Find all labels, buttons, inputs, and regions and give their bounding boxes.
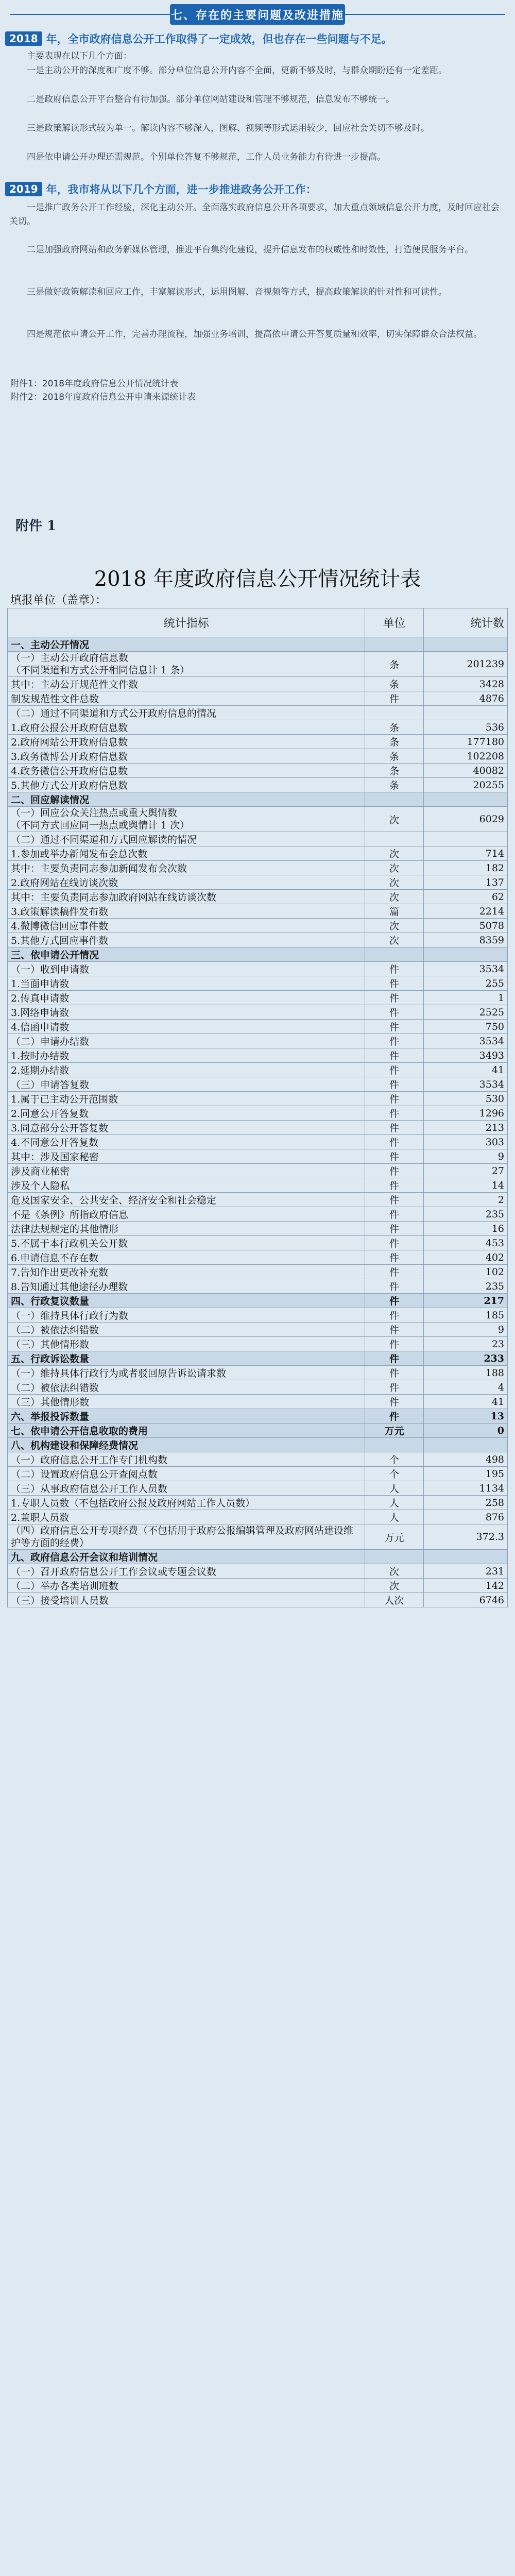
unit-cell <box>365 1550 423 1564</box>
value-cell: 102208 <box>423 749 507 764</box>
unit-cell: 件 <box>365 1193 423 1207</box>
paragraph: 二是政府信息公开平台整合有待加强。部分单位网站建设和管理不够规范，信息发布不够统一。 <box>27 94 394 105</box>
indicator-cell: 三、依申请公开情况 <box>8 947 365 962</box>
table-row <box>8 1366 508 1380</box>
statistics-table-body <box>8 637 508 1607</box>
unit-cell: 件 <box>365 1222 423 1236</box>
indicator-cell: （一）维持具体行政行为或者驳回原告诉讼请求数 <box>8 1366 365 1380</box>
table-row <box>8 904 508 919</box>
value-cell <box>423 792 507 807</box>
unit-cell: 件 <box>365 1395 423 1409</box>
value-cell: 4 <box>423 1380 507 1395</box>
unit-cell: 件 <box>365 1077 423 1092</box>
table-row <box>8 1550 508 1564</box>
value-cell: 182 <box>423 861 507 875</box>
unit-cell: 件 <box>365 1149 423 1164</box>
unit-cell: 次 <box>365 919 423 933</box>
value-cell <box>423 1550 507 1564</box>
table-header-row <box>8 608 508 637</box>
unit-cell: 条 <box>365 778 423 792</box>
indicator-cell: （三）从事政府信息公开工作人员数 <box>8 1481 365 1496</box>
unit-cell: 件 <box>365 1265 423 1279</box>
value-cell: 3493 <box>423 1048 507 1063</box>
heading-text: 年，我市将从以下几个方面，进一步推进政务公开工作： <box>46 183 317 196</box>
value-cell: 372.3 <box>423 1524 507 1550</box>
indicator-cell: 不是《条例》所指政府信息 <box>8 1207 365 1222</box>
indicator-cell: 1.政府公报公开政府信息数 <box>8 720 365 735</box>
unit-cell: 件 <box>365 1178 423 1193</box>
table-row <box>8 1294 508 1308</box>
table-row <box>8 1034 508 1048</box>
table-row <box>8 1164 508 1178</box>
value-cell: 40082 <box>423 764 507 778</box>
table-row <box>8 1121 508 1135</box>
value-cell: 750 <box>423 1020 507 1034</box>
table-row <box>8 832 508 846</box>
value-cell: 188 <box>423 1366 507 1380</box>
table-row <box>8 861 508 875</box>
table-row <box>8 1106 508 1121</box>
value-cell: 27 <box>423 1164 507 1178</box>
section-2018-heading <box>5 31 392 46</box>
year-badge: 2018 <box>5 31 42 46</box>
value-cell: 255 <box>423 976 507 991</box>
unit-cell: 个 <box>365 1452 423 1467</box>
table-row <box>8 1409 508 1423</box>
unit-cell: 件 <box>365 1323 423 1337</box>
unit-cell <box>365 792 423 807</box>
value-cell <box>423 832 507 846</box>
value-cell: 1134 <box>423 1481 507 1496</box>
indicator-cell: （二）设置政府信息公开查阅点数 <box>8 1467 365 1481</box>
section-2019-heading <box>5 181 317 197</box>
unit-cell: 件 <box>365 1135 423 1149</box>
indicator-cell: 四、行政复议数量 <box>8 1294 365 1308</box>
table-row <box>8 1467 508 1481</box>
indicator-cell: 5.其他方式回应事件数 <box>8 933 365 947</box>
unit-cell: 人 <box>365 1481 423 1496</box>
value-cell: 9 <box>423 1323 507 1337</box>
unit-cell: 件 <box>365 1409 423 1423</box>
table-row <box>8 1323 508 1337</box>
indicator-cell: 2.同意公开答复数 <box>8 1106 365 1121</box>
value-cell: 233 <box>423 1351 507 1366</box>
value-cell: 6029 <box>423 807 507 832</box>
unit-cell: 件 <box>365 1351 423 1366</box>
value-cell: 16 <box>423 1222 507 1236</box>
table-row <box>8 976 508 991</box>
table-row <box>8 947 508 962</box>
value-cell: 303 <box>423 1135 507 1149</box>
table-row <box>8 1496 508 1510</box>
value-cell: 6746 <box>423 1593 507 1607</box>
unit-cell: 个 <box>365 1467 423 1481</box>
value-cell: 876 <box>423 1510 507 1524</box>
indicator-cell: 涉及商业秘密 <box>8 1164 365 1178</box>
value-cell: 453 <box>423 1236 507 1250</box>
indicator-cell: 涉及个人隐私 <box>8 1178 365 1193</box>
table-row <box>8 962 508 976</box>
table-row <box>8 1236 508 1250</box>
unit-cell: 件 <box>365 1380 423 1395</box>
value-cell: 530 <box>423 1092 507 1106</box>
value-cell <box>423 706 507 720</box>
unit-cell: 件 <box>365 991 423 1005</box>
indicator-cell: 其中：主要负责同志参加政府网站在线访谈次数 <box>8 890 365 904</box>
value-cell: 177180 <box>423 735 507 749</box>
unit-cell: 件 <box>365 1121 423 1135</box>
table-row <box>8 1005 508 1020</box>
value-cell <box>423 947 507 962</box>
table-row <box>8 1063 508 1077</box>
value-cell: 2 <box>423 1193 507 1207</box>
unit-cell: 人 <box>365 1496 423 1510</box>
table-row <box>8 1593 508 1607</box>
value-cell: 41 <box>423 1063 507 1077</box>
indicator-cell: （二）通过不同渠道和方式公开政府信息的情况 <box>8 706 365 720</box>
value-cell: 142 <box>423 1579 507 1593</box>
value-cell: 235 <box>423 1279 507 1294</box>
table-row <box>8 1149 508 1164</box>
value-cell: 137 <box>423 875 507 890</box>
value-cell: 8359 <box>423 933 507 947</box>
table-row <box>8 1524 508 1550</box>
table-row <box>8 1250 508 1265</box>
indicator-cell: 8.告知通过其他途径办理数 <box>8 1279 365 1294</box>
unit-cell: 件 <box>365 1034 423 1048</box>
unit-cell: 条 <box>365 677 423 691</box>
value-cell: 41 <box>423 1395 507 1409</box>
unit-cell: 件 <box>365 976 423 991</box>
indicator-cell: 八、机构建设和保障经费情况 <box>8 1438 365 1452</box>
table-row <box>8 991 508 1005</box>
indicator-cell: 3.同意部分公开答复数 <box>8 1121 365 1135</box>
unit-cell <box>365 706 423 720</box>
value-cell: 402 <box>423 1250 507 1265</box>
attachment-note: 附件2：2018年度政府信息公开申请来源统计表 <box>10 392 196 402</box>
table-row <box>8 1337 508 1351</box>
indicator-cell: 2.政府网站在线访谈次数 <box>8 875 365 890</box>
table-row <box>8 919 508 933</box>
table-row <box>8 1308 508 1323</box>
paragraph: 一是推广政务公开工作经验，深化主动公开。全面落实政府信息公开各项要求，加大重点领域信息公开力度，及时回应社会关切。 <box>9 202 500 227</box>
paragraph: 四是依申请公开办理还需规范。个别单位答复不够规范，工作人员业务能力有待进一步提高。 <box>27 152 386 162</box>
column-header: 单位 <box>365 608 423 637</box>
unit-cell: 件 <box>365 1207 423 1222</box>
unit-cell: 件 <box>365 1236 423 1250</box>
indicator-cell: 2.政府网站公开政府信息数 <box>8 735 365 749</box>
column-header: 统计指标 <box>8 608 365 637</box>
attachment-note: 附件1：2018年度政府信息公开情况统计表 <box>10 379 179 389</box>
indicator-cell: 1.按时办结数 <box>8 1048 365 1063</box>
indicator-cell: 一、主动公开情况 <box>8 637 365 652</box>
indicator-cell: （一）政府信息公开工作专门机构数 <box>8 1452 365 1467</box>
indicator-cell: 危及国家安全、公共安全、经济安全和社会稳定 <box>8 1193 365 1207</box>
value-cell: 1296 <box>423 1106 507 1121</box>
indicator-cell: 5.其他方式公开政府信息数 <box>8 778 365 792</box>
unit-cell: 次 <box>365 807 423 832</box>
table-row <box>8 1020 508 1034</box>
indicator-cell: （一）主动公开政府信息数 （不同渠道和方式公开相同信息计 1 条） <box>8 652 365 677</box>
table-row <box>8 1452 508 1467</box>
value-cell: 3534 <box>423 962 507 976</box>
value-cell: 258 <box>423 1496 507 1510</box>
year-badge: 2019 <box>5 182 42 196</box>
table-row <box>8 691 508 706</box>
value-cell: 2214 <box>423 904 507 919</box>
indicator-cell: 6.申请信息不存在数 <box>8 1250 365 1265</box>
table-row <box>8 1077 508 1092</box>
unit-cell: 件 <box>365 1164 423 1178</box>
indicator-cell: 3.政策解读稿件发布数 <box>8 904 365 919</box>
value-cell: 3534 <box>423 1077 507 1092</box>
table-row <box>8 1481 508 1496</box>
value-cell: 185 <box>423 1308 507 1323</box>
column-header: 统计数 <box>423 608 507 637</box>
indicator-cell: 4.微博微信回应事件数 <box>8 919 365 933</box>
unit-cell: 件 <box>365 1366 423 1380</box>
table-row <box>8 764 508 778</box>
value-cell: 14 <box>423 1178 507 1193</box>
value-cell: 9 <box>423 1149 507 1164</box>
indicator-cell: 七、依申请公开信息收取的费用 <box>8 1423 365 1438</box>
unit-cell: 人次 <box>365 1593 423 1607</box>
table-row <box>8 637 508 652</box>
table-1-unit-label: 填报单位（盖章）： <box>10 594 107 607</box>
indicator-cell: （二）被依法纠错数 <box>8 1380 365 1395</box>
unit-cell: 条 <box>365 764 423 778</box>
unit-cell: 万元 <box>365 1524 423 1550</box>
unit-cell: 次 <box>365 861 423 875</box>
table-row <box>8 1579 508 1593</box>
table-row <box>8 735 508 749</box>
value-cell: 0 <box>423 1423 507 1438</box>
value-cell: 3534 <box>423 1034 507 1048</box>
table-row <box>8 720 508 735</box>
table-row <box>8 807 508 832</box>
indicator-cell: 1.属于已主动公开范围数 <box>8 1092 365 1106</box>
value-cell: 23 <box>423 1337 507 1351</box>
value-cell: 1 <box>423 991 507 1005</box>
unit-cell: 万元 <box>365 1423 423 1438</box>
table-row <box>8 890 508 904</box>
section-banner: 七、存在的主要问题及改进措施 <box>170 4 345 25</box>
heading-text: 年，全市政府信息公开工作取得了一定成效，但也存在一些问题与不足。 <box>46 33 392 45</box>
indicator-cell: （二）申请办结数 <box>8 1034 365 1048</box>
table-row <box>8 1222 508 1236</box>
indicator-cell: 4.政务微信公开政府信息数 <box>8 764 365 778</box>
value-cell: 217 <box>423 1294 507 1308</box>
value-cell: 195 <box>423 1467 507 1481</box>
indicator-cell: 法律法规规定的其他情形 <box>8 1222 365 1236</box>
table-row <box>8 1438 508 1452</box>
unit-cell: 条 <box>365 749 423 764</box>
indicator-cell: 1.当面申请数 <box>8 976 365 991</box>
paragraph: 一是主动公开的深度和广度不够。部分单位信息公开内容不全面，更新不够及时，与群众期盼还有一定差距。 <box>27 65 447 76</box>
paragraph: 三是做好政策解读和回应工作，丰富解读形式，运用图解、音视频等方式，提高政策解读的针对性和可读性。 <box>27 287 447 297</box>
indicator-cell: 六、举报投诉数量 <box>8 1409 365 1423</box>
indicator-cell: 5.不属于本行政机关公开数 <box>8 1236 365 1250</box>
indicator-cell: 2.兼职人员数 <box>8 1510 365 1524</box>
unit-cell: 件 <box>365 1092 423 1106</box>
indicator-cell: 3.政务微博公开政府信息数 <box>8 749 365 764</box>
indicator-cell: 制发规范性文件总数 <box>8 691 365 706</box>
value-cell: 213 <box>423 1121 507 1135</box>
table-row <box>8 846 508 861</box>
unit-cell: 次 <box>365 890 423 904</box>
unit-cell: 次 <box>365 933 423 947</box>
indicator-cell: 其中：涉及国家秘密 <box>8 1149 365 1164</box>
unit-cell: 件 <box>365 1308 423 1323</box>
indicator-cell: 4.不同意公开答复数 <box>8 1135 365 1149</box>
unit-cell <box>365 637 423 652</box>
indicator-cell: （二）举办各类培训班数 <box>8 1579 365 1593</box>
unit-cell: 件 <box>365 1279 423 1294</box>
unit-cell: 件 <box>365 1106 423 1121</box>
table-1-title: 2018 年度政府信息公开情况统计表 <box>94 567 421 591</box>
unit-cell: 条 <box>365 735 423 749</box>
indicator-cell: （三）其他情形数 <box>8 1337 365 1351</box>
value-cell: 2525 <box>423 1005 507 1020</box>
indicator-cell: （三）接受培训人员数 <box>8 1593 365 1607</box>
value-cell <box>423 1438 507 1452</box>
unit-cell: 次 <box>365 1579 423 1593</box>
value-cell: 498 <box>423 1452 507 1467</box>
table-row <box>8 1510 508 1524</box>
indicator-cell: （三）其他情形数 <box>8 1395 365 1409</box>
value-cell: 13 <box>423 1409 507 1423</box>
table-row <box>8 1178 508 1193</box>
table-row <box>8 933 508 947</box>
unit-cell: 条 <box>365 652 423 677</box>
table-row <box>8 677 508 691</box>
unit-cell: 件 <box>365 962 423 976</box>
table-row <box>8 652 508 677</box>
unit-cell: 件 <box>365 1020 423 1034</box>
table-row <box>8 1351 508 1366</box>
unit-cell: 次 <box>365 875 423 890</box>
value-cell: 201239 <box>423 652 507 677</box>
value-cell <box>423 637 507 652</box>
indicator-cell: 3.网络申请数 <box>8 1005 365 1020</box>
indicator-cell: （二）被依法纠错数 <box>8 1323 365 1337</box>
table-row <box>8 749 508 764</box>
indicator-cell: （二）通过不同渠道和方式回应解读的情况 <box>8 832 365 846</box>
indicator-cell: 4.信函申请数 <box>8 1020 365 1034</box>
value-cell: 20255 <box>423 778 507 792</box>
indicator-cell: （一）维持具体行政行为数 <box>8 1308 365 1323</box>
unit-cell: 篇 <box>365 904 423 919</box>
table-row <box>8 1279 508 1294</box>
indicator-cell: 二、回应解读情况 <box>8 792 365 807</box>
unit-cell: 件 <box>365 1048 423 1063</box>
indicator-cell: 其中：主要负责同志参加新闻发布会次数 <box>8 861 365 875</box>
indicator-cell: 九、政府信息公开会议和培训情况 <box>8 1550 365 1564</box>
unit-cell: 件 <box>365 1294 423 1308</box>
indicator-cell: （一）收到申请数 <box>8 962 365 976</box>
value-cell: 4876 <box>423 691 507 706</box>
value-cell: 536 <box>423 720 507 735</box>
indicator-cell: （一）回应公众关注热点或重大舆情数 （不同方式回应同一热点或舆情计 1 次） <box>8 807 365 832</box>
table-row <box>8 792 508 807</box>
paragraph: 三是政策解读形式较为单一。解读内容不够深入，图解、视频等形式运用较少，回应社会关切不够及时。 <box>27 123 430 133</box>
unit-cell: 次 <box>365 846 423 861</box>
table-row <box>8 875 508 890</box>
statistics-table <box>7 608 508 1607</box>
table-row <box>8 706 508 720</box>
paragraph: 二是加强政府网站和政务新媒体管理，推进平台集约化建设，提升信息发布的权威性和时效性，打造便民服务平台。 <box>27 245 473 255</box>
unit-cell <box>365 947 423 962</box>
value-cell: 3428 <box>423 677 507 691</box>
value-cell: 231 <box>423 1564 507 1579</box>
paragraph: 主要表现在以下几个方面： <box>27 51 132 61</box>
unit-cell <box>365 1438 423 1452</box>
unit-cell: 人 <box>365 1510 423 1524</box>
indicator-cell: 2.延期办结数 <box>8 1063 365 1077</box>
indicator-cell: （一）召开政府信息公开工作会议或专题会议数 <box>8 1564 365 1579</box>
indicator-cell: 2.传真申请数 <box>8 991 365 1005</box>
unit-cell: 次 <box>365 1564 423 1579</box>
table-row <box>8 1395 508 1409</box>
indicator-cell: （四）政府信息公开专项经费（不包括用于政府公报编辑管理及政府网站建设维护等方面的经费） <box>8 1524 365 1550</box>
table-row <box>8 1135 508 1149</box>
table-row <box>8 1048 508 1063</box>
value-cell: 62 <box>423 890 507 904</box>
table-row <box>8 1564 508 1579</box>
unit-cell: 件 <box>365 1337 423 1351</box>
unit-cell: 件 <box>365 1063 423 1077</box>
value-cell: 714 <box>423 846 507 861</box>
indicator-cell: （三）申请答复数 <box>8 1077 365 1092</box>
unit-cell: 件 <box>365 1005 423 1020</box>
unit-cell <box>365 832 423 846</box>
table-row <box>8 1380 508 1395</box>
table-row <box>8 1193 508 1207</box>
table-row <box>8 1423 508 1438</box>
value-cell: 235 <box>423 1207 507 1222</box>
value-cell: 102 <box>423 1265 507 1279</box>
indicator-cell: 五、行政诉讼数量 <box>8 1351 365 1366</box>
value-cell: 5078 <box>423 919 507 933</box>
unit-cell: 条 <box>365 720 423 735</box>
indicator-cell: 1.参加或举办新闻发布会总次数 <box>8 846 365 861</box>
unit-cell: 件 <box>365 691 423 706</box>
paragraph: 四是规范依申请公开工作，完善办理流程，加强业务培训，提高依申请公开答复质量和效率，切实保障群众合法权益。 <box>27 329 482 340</box>
table-row <box>8 1207 508 1222</box>
table-row <box>8 778 508 792</box>
indicator-cell: 其中：主动公开规范性文件数 <box>8 677 365 691</box>
indicator-cell: 7.告知作出更改补充数 <box>8 1265 365 1279</box>
indicator-cell: 1.专职人员数（不包括政府公报及政府网站工作人员数） <box>8 1496 365 1510</box>
table-row <box>8 1092 508 1106</box>
unit-cell: 件 <box>365 1250 423 1265</box>
table-row <box>8 1265 508 1279</box>
attachment-1-label: 附件 1 <box>15 518 57 534</box>
